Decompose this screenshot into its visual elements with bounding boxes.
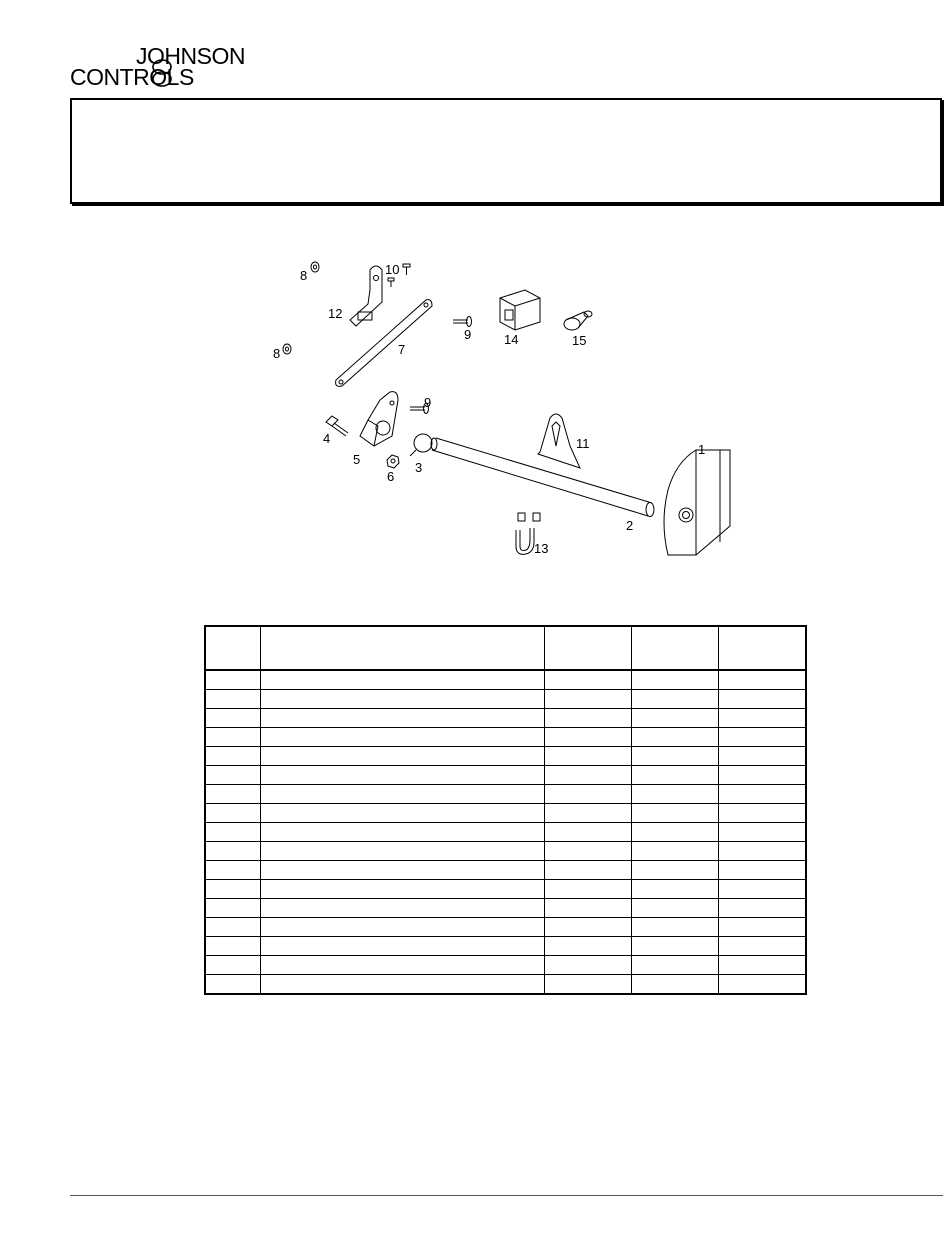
table-row [205,880,806,899]
table-cell [545,937,632,956]
label-part-8-top: 8 [300,268,308,283]
table-cell [545,823,632,842]
label-part-10: 10 [385,262,400,277]
part-strap-7 [336,300,432,387]
table-row [205,918,806,937]
table-cell [632,709,719,728]
table-cell [632,956,719,975]
part-screw-small [388,278,394,287]
part-bracket-12 [350,266,382,326]
table-header-cell [545,626,632,670]
part-clamp-3 [410,434,432,456]
table-cell [261,747,545,766]
table-header-cell [205,626,261,670]
table-cell [261,880,545,899]
table-cell [632,918,719,937]
part-washer-top [311,262,319,272]
table-cell [632,975,719,995]
label-part-15: 15 [572,333,587,348]
table-cell [261,670,545,690]
table-row [205,728,806,747]
table-cell [718,937,806,956]
table-cell [261,956,545,975]
table-cell [545,975,632,995]
table-cell [261,842,545,861]
table-cell [545,747,632,766]
table-row [205,956,806,975]
table-cell [261,766,545,785]
label-part-13: 13 [534,541,549,556]
label-part-2: 2 [626,518,634,533]
label-part-9-top: 9 [464,327,472,342]
table-row [205,823,806,842]
table-body [205,670,806,994]
table-header-cell [261,626,545,670]
part-screw-10 [403,264,410,275]
table-cell [261,899,545,918]
table-cell [718,975,806,995]
table-cell [261,918,545,937]
table-cell [718,728,806,747]
table-cell [632,899,719,918]
label-part-7: 7 [398,342,406,357]
logo-emblem-icon [150,57,174,91]
table-row [205,842,806,861]
label-part-9-mid: 9 [424,395,432,410]
table-cell [718,899,806,918]
table-cell [261,937,545,956]
table-cell [718,918,806,937]
label-part-12: 12 [328,306,343,321]
table-cell [632,766,719,785]
table-cell [205,975,261,995]
table-cell [205,880,261,899]
table-header-cell [632,626,719,670]
table-cell [718,956,806,975]
table-cell [205,785,261,804]
table-cell [205,728,261,747]
table-cell [205,918,261,937]
table-cell [718,766,806,785]
table-cell [632,937,719,956]
table-row [205,690,806,709]
table-cell [545,785,632,804]
table-cell [261,804,545,823]
table-cell [205,804,261,823]
label-part-14: 14 [504,332,519,347]
table-cell [545,918,632,937]
label-part-4: 4 [323,431,331,446]
table-row [205,975,806,995]
table-cell [261,728,545,747]
table-cell [545,842,632,861]
table-cell [205,670,261,690]
part-end-plate-1 [664,450,730,555]
table-header-row [205,626,806,670]
table-cell [632,861,719,880]
table-cell [205,842,261,861]
table-cell [718,880,806,899]
table-cell [261,975,545,995]
title-box [70,98,942,204]
table-cell [205,956,261,975]
footer-rule [70,1195,943,1196]
table-cell [632,785,719,804]
table-row [205,899,806,918]
table-row [205,937,806,956]
table-cell [545,899,632,918]
table-row [205,747,806,766]
part-bracket-5 [360,392,398,446]
table-cell [205,709,261,728]
label-part-5: 5 [353,452,361,467]
table-cell [545,670,632,690]
table-cell [205,766,261,785]
table-row [205,861,806,880]
table-cell [632,747,719,766]
table-cell [261,785,545,804]
table-row [205,709,806,728]
table-cell [545,690,632,709]
table-cell [718,785,806,804]
table-cell [632,670,719,690]
table-cell [545,804,632,823]
table-cell [205,690,261,709]
table-cell [261,861,545,880]
table-cell [718,804,806,823]
table-cell [632,690,719,709]
table-header-cell [718,626,806,670]
table-cell [718,709,806,728]
part-nut-6 [387,455,399,468]
table-cell [205,937,261,956]
table-row [205,785,806,804]
table-cell [632,804,719,823]
label-part-8-lower: 8 [273,346,281,361]
table-cell [261,709,545,728]
table-cell [718,670,806,690]
part-bolt-9-top [453,317,472,327]
logo-text-controls: CONTROLS [70,64,194,90]
johnson-controls-logo [70,45,270,91]
table-cell [545,766,632,785]
table-cell [261,823,545,842]
table-cell [632,823,719,842]
table-cell [718,861,806,880]
table-cell [545,709,632,728]
table-cell [205,899,261,918]
table-cell [261,690,545,709]
table-cell [632,842,719,861]
table-cell [205,861,261,880]
part-shaft-2 [431,438,654,517]
table-cell [205,823,261,842]
table-cell [718,690,806,709]
label-part-1: 1 [698,442,706,457]
table-row [205,766,806,785]
part-washer-lower [283,344,291,354]
table-cell [632,728,719,747]
table-cell [545,880,632,899]
table-row [205,804,806,823]
table-cell [205,747,261,766]
table-cell [632,880,719,899]
parts-list-table [204,625,807,995]
part-bushing-15 [564,311,592,330]
part-coupling-14 [500,290,540,330]
exploded-parts-diagram [250,250,750,570]
table-cell [718,823,806,842]
part-bracket-11 [538,414,580,468]
table-cell [545,728,632,747]
label-part-3: 3 [415,460,423,475]
table-cell [718,747,806,766]
table-cell [545,861,632,880]
label-part-11: 11 [576,436,590,451]
table-cell [718,842,806,861]
table-cell [545,956,632,975]
table-row [205,670,806,690]
label-part-6: 6 [387,469,395,484]
logo-text-johnson: JOHNSON [136,43,245,69]
